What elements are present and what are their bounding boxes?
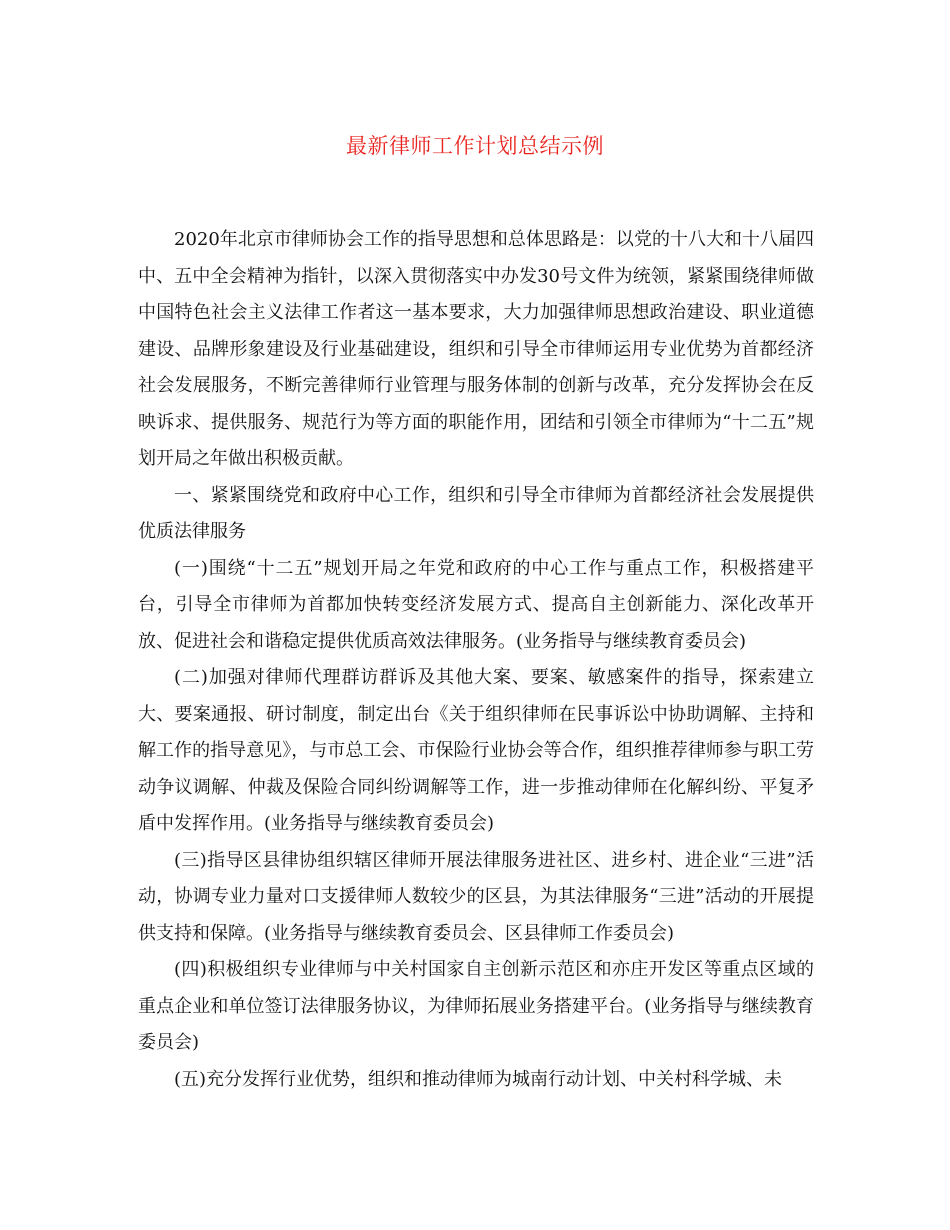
paragraph-item-3: (三)指导区县律协组织辖区律师开展法律服务进社区、进乡村、进企业“三进”活动，协调专业力量对口支援律师人数较少的区县，为其法律服务“三进”活动的开展提供支持和保障。(业务指导与继续教育委员会、区县律师工作委员会) <box>138 849 814 944</box>
paragraph-item-4: (四)积极组织专业律师与中关村国家自主创新示范区和亦庄开发区等重点区域的重点企业和单位签订法律服务协议，为律师拓展业务搭建平台。(业务指导与继续教育委员会) <box>138 959 814 1053</box>
document-title: 最新律师工作计划总结示例 <box>346 134 604 158</box>
document-body <box>138 222 814 1098</box>
paragraph-item-5: (五)充分发挥行业优势，组织和推动律师为城南行动计划、中关村科学城、未 <box>174 1068 783 1090</box>
paragraph-item-1: (一)围绕“十二五”规划开局之年党和政府的中心工作与重点工作，积极搭建平台，引导全市律师为首都加快转变经济发展方式、提高自主创新能力、深化改革开放、促进社会和谐稳定提供优质高效法律服务。(业务指导与继续教育委员会) <box>138 557 814 652</box>
paragraph-item-2: (二)加强对律师代理群访群诉及其他大案、要案、敏感案件的指导，探索建立大、要案通报、研讨制度，制定出台《关于组织律师在民事诉讼中协助调解、主持和解工作的指导意见》，与市总工会、市保险行业协会等合作，组织推荐律师参与职工劳动争议调解、仲裁及保险合同纠纷调解等工作，进一步推动律师在化解纠纷、平复矛盾中发挥作用。(业务指导与继续教育委员会) <box>138 667 814 834</box>
paragraph-section-1-heading: 一、紧紧围绕党和政府中心工作，组织和引导全市律师为首都经济社会发展提供优质法律服务 <box>138 484 814 542</box>
paragraph-intro: 2020年北京市律师协会工作的指导思想和总体思路是：以党的十八大和十八届四中、五中全会精神为指针，以深入贯彻落实中办发30号文件为统领，紧紧围绕律师做中国特色社会主义法律工作者这一基本要求，大力加强律师思想政治建设、职业道德建设、品牌形象建设及行业基础建设，组织和引导全市律师运用专业优势为首都经济社会发展服务，不断完善律师行业管理与服务体制的创新与改革，充分发挥协会在反映诉求、提供服务、规范行为等方面的职能作用，团结和引领全市律师为“十二五”规划开局之年做出积极贡献。 <box>138 229 814 469</box>
